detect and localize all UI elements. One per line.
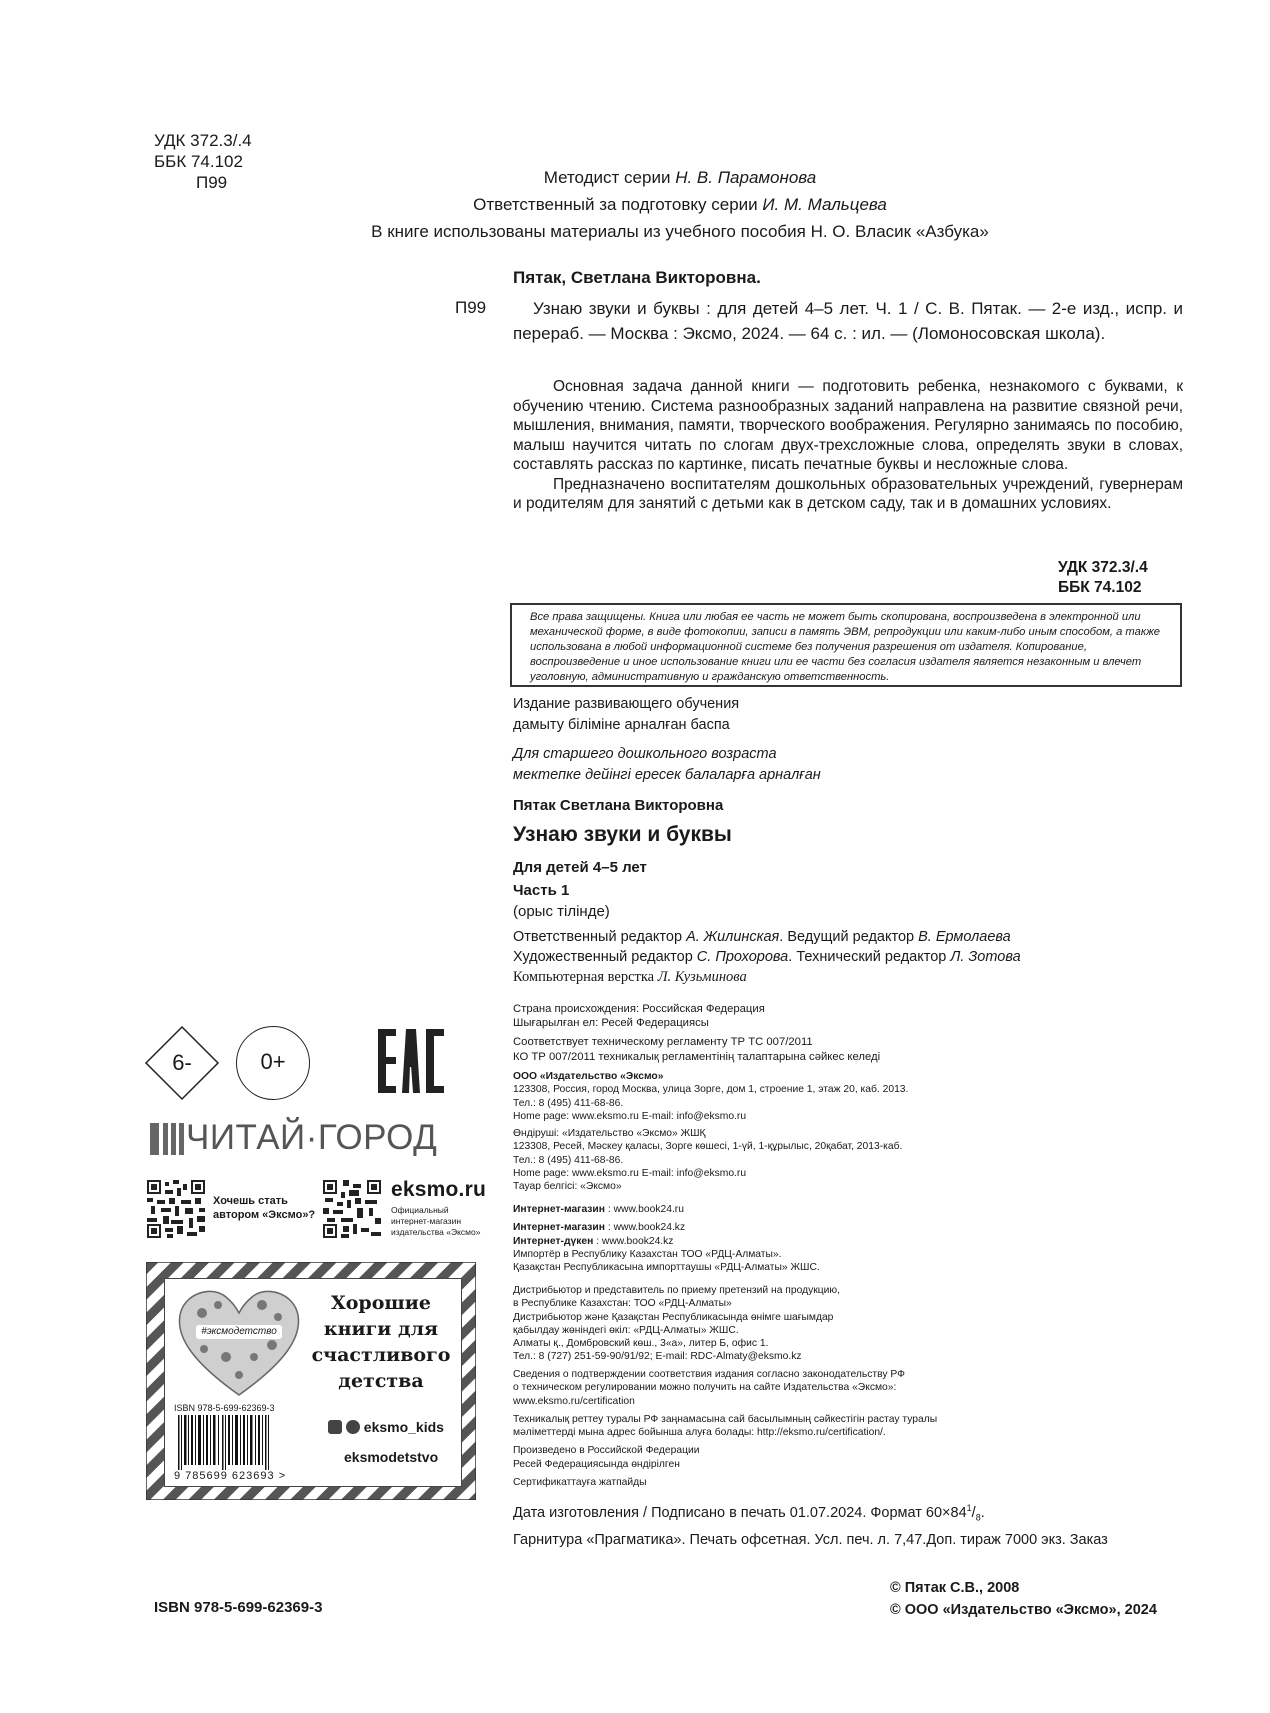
distributor-block xyxy=(513,1284,840,1364)
distributor-line-1: Дистрибьютор и представитель по приему претензий на продукцию, xyxy=(513,1285,840,1296)
udk-right: УДК 372.3/.4 xyxy=(1058,559,1148,576)
author-sign: П99 xyxy=(196,173,228,192)
shop3-url[interactable]: : www.book24.kz xyxy=(593,1235,674,1247)
heart-hashtag: #эксмодетство xyxy=(201,1326,277,1337)
methodist-name: Н. В. Парамонова xyxy=(675,168,817,187)
no-cert-kz: Сертификаттауға жатпайды xyxy=(513,1477,647,1489)
print-data: Дата изготовления / Подписано в печать 01.07.2024. Формат $60\times 84^1/_8$. Гарнитура «Прагматика». Печать офсетная. Усл. печ. л. 7,47.Доп. тираж 7000 экз. Заказ xyxy=(513,1497,1108,1551)
responsible-name: И. М. Мальцева xyxy=(762,195,887,214)
layout-name: Л. Кузьминова xyxy=(657,969,747,985)
chitai-gorod-text: ЧИТАЙ·ГОРОД xyxy=(186,1118,438,1157)
shops-block xyxy=(513,1203,820,1274)
qr-author-block[interactable] xyxy=(147,1180,316,1243)
publisher-kz-name: Өндіруші: «Издательство «Эксмо» ЖШҚ xyxy=(513,1128,706,1140)
edition-type xyxy=(513,694,739,736)
book-audience xyxy=(513,856,647,902)
origin-block xyxy=(513,1002,880,1064)
abstract-paragraph-2: Предназначено воспитателям дошкольных образовательных учреждений, гувернерам и родителям для занятий с детьми как в детском саду, так и в домашних условиях. xyxy=(513,475,1183,512)
publisher-kz-tel: Тел.: 8 (495) 411-68-86. xyxy=(513,1154,624,1166)
age-range xyxy=(513,744,821,786)
importer-kz: Қазақстан Республикасына импорттаушы «РДЦ-Алматы» ЖШС. xyxy=(513,1262,820,1274)
qr-author-text: Хочешь стать автором «Эксмо»? xyxy=(213,1195,316,1221)
publisher-address: 123308, Россия, город Москва, улица Зорге, дом 1, строение 1, этаж 20, каб. 2013. xyxy=(513,1084,909,1096)
publisher-kz-address: 123308, Ресей, Мәскеу қаласы, Зорге көшесі, 1-үй, 1-құрылыс, 20қабат, 2013-каб. xyxy=(513,1141,903,1153)
heart-icon xyxy=(174,1283,304,1399)
copyright-author: © Пятак С.В., 2008 xyxy=(890,1580,1020,1596)
layout-label: Компьютерная верстка xyxy=(513,969,655,985)
book-title: Узнаю звуки и буквы xyxy=(513,823,732,846)
biblio-code: П99 xyxy=(455,298,487,317)
rights-notice-box xyxy=(510,603,1182,687)
stamp-slogan: Хорошие книги для счастливого детства xyxy=(311,1292,451,1392)
resp-editor-name: А. Жилинская xyxy=(686,929,780,945)
publisher-kz-home: Home page: www.eksmo.ru E-mail: info@eksmo.ru xyxy=(513,1168,747,1180)
distributor-line-4: қабылдау жөніндегі өкіл: «РДЦ-Алматы» ЖШС. xyxy=(513,1324,739,1336)
stamp-site[interactable]: eksmodetstvo xyxy=(344,1449,439,1465)
chitai-gorod-logo xyxy=(150,1118,455,1160)
copyright-block xyxy=(890,1577,1180,1621)
book-language: (орыс тілінде) xyxy=(513,903,610,920)
udk-code: УДК 372.3/.4 xyxy=(154,131,252,150)
qr-code-icon xyxy=(323,1180,381,1238)
udk-right-block xyxy=(1000,558,1183,598)
eac-mark-icon xyxy=(376,1025,446,1097)
art-editor-name: С. Прохорова xyxy=(696,949,789,965)
distributor-line-3: Дистрибьютор және Қазақстан Республикасында өнімге шағымдар xyxy=(513,1311,834,1323)
edition-type-ru: Издание развивающего обучения xyxy=(513,696,740,712)
qr-code-icon xyxy=(147,1180,205,1238)
shop2-url[interactable]: : www.book24.kz xyxy=(604,1222,686,1234)
bbk-right: ББК 74.102 xyxy=(1058,579,1142,596)
materials-note: В книге использованы материалы из учебного пособия Н. О. Власик «Азбука» xyxy=(371,222,989,241)
age-diamond-badge xyxy=(144,1025,220,1101)
publisher-tel: Тел.: 8 (495) 411-68-86. xyxy=(513,1097,624,1109)
publisher-name: ООО «Издательство «Эксмо» xyxy=(513,1071,664,1082)
cert-line-3: www.eksmo.ru/certification xyxy=(513,1395,635,1407)
publisher-block xyxy=(513,1070,908,1194)
origin-kz: Шығарылған ел: Ресей Федерациясы xyxy=(513,1017,709,1030)
shop1-url[interactable]: : www.book24.ru xyxy=(604,1204,684,1215)
bbk-code: ББК 74.102 xyxy=(154,152,243,171)
isbn-bottom: ISBN 978-5-699-62369-3 xyxy=(154,1599,323,1616)
biblio-description: Узнаю звуки и буквы : для детей 4–5 лет. Ч. 1 / С. В. Пятак. — 2-е изд., испр. и перераб. — Москва : Эксмо, 2024. — 64 с. : ил. — (Ломоносовская школа). xyxy=(513,299,1183,343)
responsible-label: Ответственный за подготовку серии xyxy=(473,195,758,214)
age-range-ru: Для старшего дошкольного возраста xyxy=(513,746,777,762)
shop3-label: Интернет-дүкен xyxy=(513,1235,594,1247)
shop2-label: Интернет-магазин xyxy=(513,1222,605,1234)
series-credits xyxy=(300,164,1060,245)
age-diamond-label: 6- xyxy=(172,1050,192,1075)
biblio-author: Пятак, Светлана Викторовна. xyxy=(513,268,761,287)
eksmo-ru-subtitle: Официальный интернет-магазин издательства «Эксмо» xyxy=(391,1205,481,1237)
lead-editor-label: Ведущий редактор xyxy=(787,929,915,945)
udk-top-block xyxy=(154,130,252,193)
tr-ru: Соответствует техническому регламенту ТР ТС 007/2011 xyxy=(513,1036,813,1049)
chitai-gorod-logo-icon xyxy=(150,1123,190,1155)
book-author: Пятак Светлана Викторовна xyxy=(513,797,724,814)
format-numerator: 1 xyxy=(966,1503,972,1513)
cert-line-1: Сведения о подтверждении соответствия издания согласно законодательству РФ xyxy=(513,1369,905,1380)
distributor-line-6: Тел.: 8 (727) 251-59-90/91/92; E-mail: RDC-Almaty@eksmo.kz xyxy=(513,1351,802,1363)
rights-text: Все права защищены. Книга или любая ее часть не может быть скопирована, воспроизведена в электронной или механической форме, в виде фотокопии, записи в память ЭВМ, репродукции или каким-либо иным способом, а также использована в любой информационной системе без получения разрешения от издателя. Копирование, воспроизведение и иное использование книги или ее части без согласия издателя является незаконным и влечет уголовную, административную и гражданскую ответственность. xyxy=(530,611,1161,683)
art-editor-label: Художественный редактор xyxy=(513,949,693,965)
tech-editor-name: Л. Зотова xyxy=(950,949,1021,965)
distributor-line-2: в Республике Казахстан: ТОО «РДЦ-Алматы» xyxy=(513,1298,732,1310)
book-age: Для детей 4–5 лет xyxy=(513,859,647,876)
made-in-kz: Ресей Федерациясында өндірілген xyxy=(513,1458,680,1470)
tr-kz: КО ТР 007/2011 техникалық регламентінің талаптарына сәйкес келеді xyxy=(513,1050,881,1063)
barcode xyxy=(174,1415,284,1470)
social-handle-text: eksmo_kids xyxy=(363,1419,444,1435)
heart-illustration xyxy=(174,1283,304,1399)
importer-ru: Импортёр в Республику Казахстан ТОО «РДЦ-Алматы». xyxy=(513,1248,782,1260)
made-in-ru: Произведено в Российской Федерации xyxy=(513,1445,700,1457)
biblio-abstract xyxy=(513,377,1183,514)
shop1-label: Интернет-магазин xyxy=(513,1204,605,1215)
origin-ru: Страна происхождения: Российская Федерация xyxy=(513,1003,765,1015)
lead-editor-name: В. Ермолаева xyxy=(918,929,1011,945)
distributor-line-5: Алматы қ., Домбровский көш., 3«а», литер Б, офис 1. xyxy=(513,1338,769,1350)
trademark: Тауар белгісі: «Эксмо» xyxy=(513,1181,622,1193)
print-date-format: Дата изготовления / Подписано в печать 01.07.2024. Формат 60×84 xyxy=(513,1504,967,1521)
stamp-isbn: ISBN 978-5-699-62369-3 xyxy=(174,1403,275,1413)
social-handle[interactable] xyxy=(328,1419,444,1435)
cert-kz-line-2: мәліметтерді мына адрес бойынша алуға болады: http://eksmo.ru/certification/. xyxy=(513,1427,886,1439)
cert-kz-line-1: Техникалық реттеу туралы РФ заңнамасына сай басылымның сәйкестігін растау туралы xyxy=(513,1413,938,1425)
edition-type-kz: дамыту біліміне арналған баспа xyxy=(513,717,730,733)
barcode-number: 9 785699 623693 > xyxy=(174,1470,287,1482)
age-range-kz: мектепке дейінгі ересек балаларға арналған xyxy=(513,767,821,783)
tech-editor-label: Технический редактор xyxy=(796,949,947,965)
qr-eksmo-block[interactable] xyxy=(323,1178,486,1243)
resp-editor-label: Ответственный редактор xyxy=(513,929,683,945)
editors-block: Ответственный редактор А. Жилинская. Ведущий редактор В. Ермолаева Художественный редактор С. Прохорова. Технический редактор Л. Зотова Компьютерная верстка Л. Кузьминова xyxy=(513,929,1021,985)
abstract-paragraph-1: Основная задача данной книги — подготовить ребенка, незнакомого с буквами, к обучению чтению. Система разнообразных заданий направлена на развитие связной речи, мышления, внимания, памяти, творческого воображения. Регулярно занимаясь по пособию, малыш научится читать по слогам двух-трехсложные слова, определять звуки в словах, составлять рассказ по картинке, писать печатные буквы и несложные слова. xyxy=(513,378,1183,473)
eksmo-ru-logo: eksmo.ru xyxy=(391,1178,486,1201)
copyright-publisher: © ООО «Издательство «Эксмо», 2024 xyxy=(890,1602,1157,1618)
print-typeface-run: Гарнитура «Прагматика». Печать офсетная. Усл. печ. л. 7,47.Доп. тираж 7000 экз. Заказ xyxy=(513,1531,1108,1548)
telegram-icon xyxy=(346,1420,360,1434)
book-part: Часть 1 xyxy=(513,882,570,899)
methodist-label: Методист серии xyxy=(543,168,671,187)
publisher-home: Home page: www.eksmo.ru E-mail: info@eksmo.ru xyxy=(513,1110,747,1122)
barcode-icon xyxy=(174,1415,284,1470)
cert-line-2: о техническом регулировании можно получить на сайте Издательства «Эксмо»: xyxy=(513,1382,897,1394)
certification-block xyxy=(513,1368,937,1489)
age-circle-badge: 0+ xyxy=(236,1026,310,1100)
vk-icon xyxy=(328,1420,342,1434)
format-denominator: 8 xyxy=(975,1512,981,1523)
